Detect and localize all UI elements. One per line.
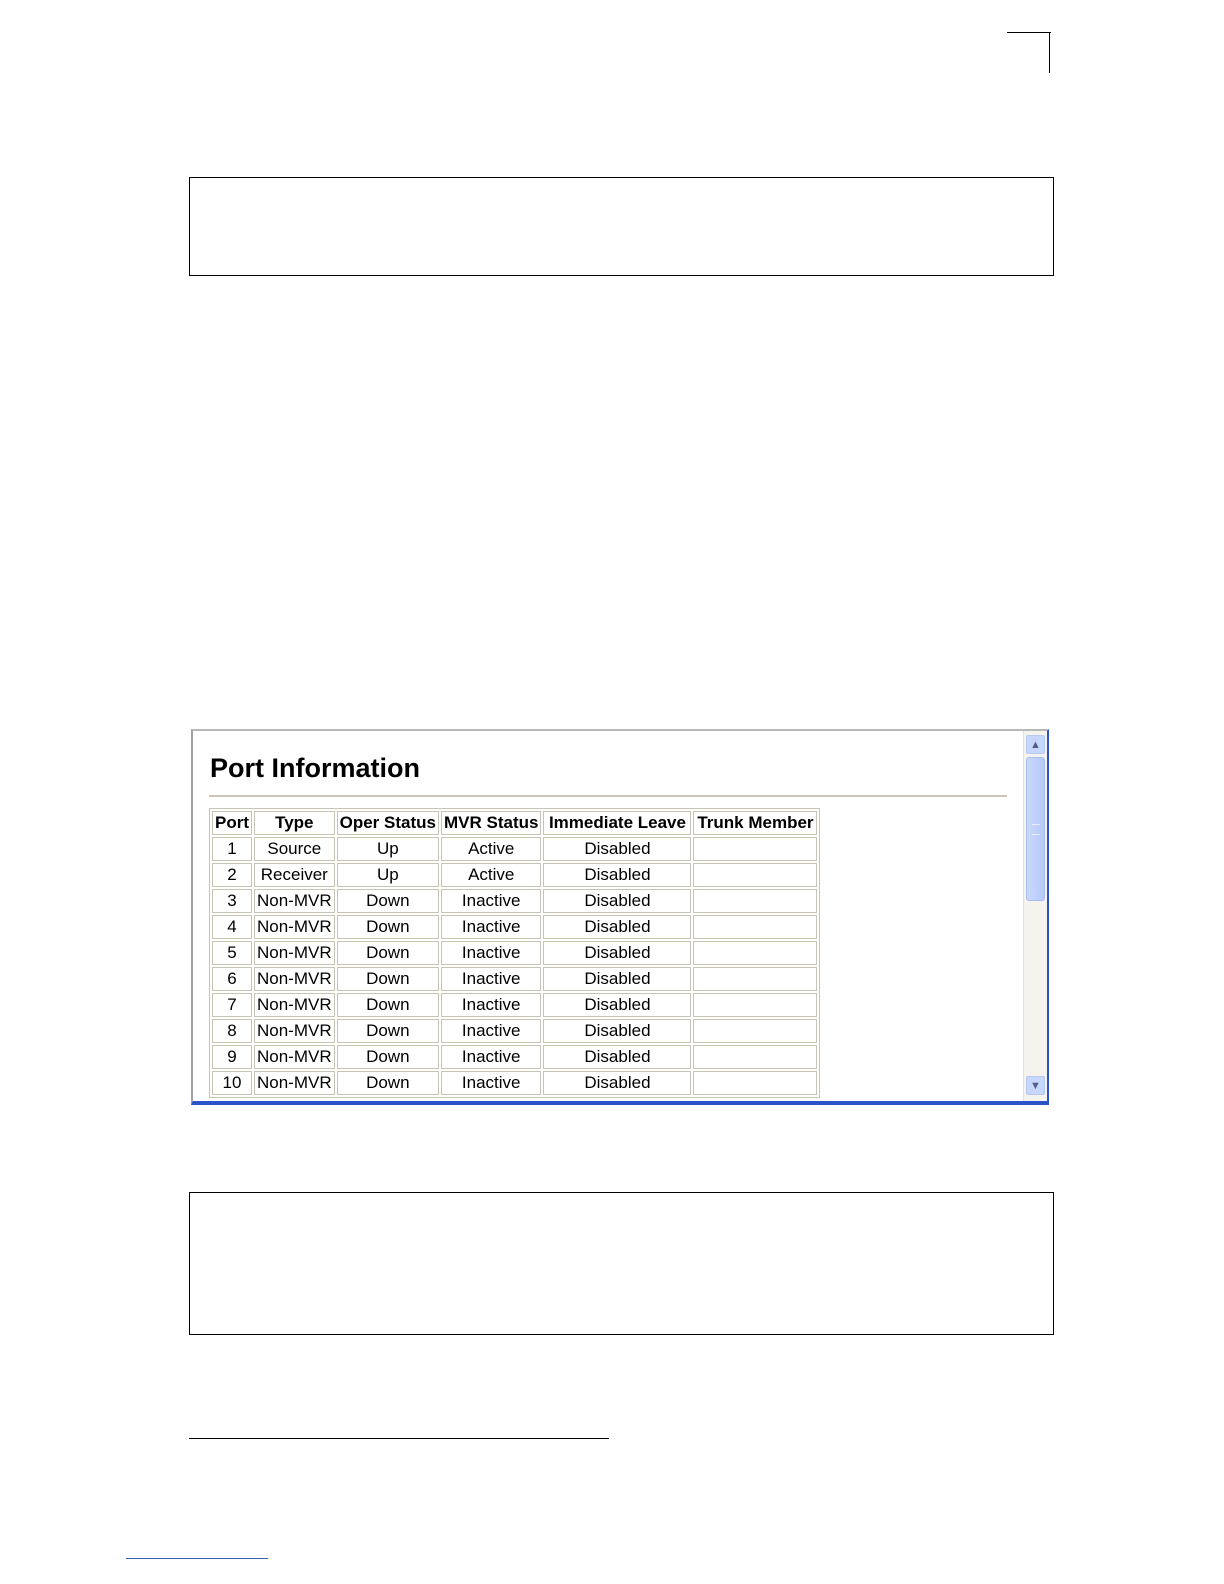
cell-mvr-status: Active [441,863,541,887]
column-header-immediate-leave: Immediate Leave [543,811,691,835]
cell-type: Non-MVR [254,941,335,965]
grip-icon [1032,824,1040,835]
cell-port: 5 [212,941,252,965]
column-header-oper-status: Oper Status [337,811,439,835]
cell-mvr-status: Active [441,837,541,861]
cell-oper-status: Down [337,967,439,991]
column-header-port: Port [212,811,252,835]
cell-immediate-leave: Disabled [543,915,691,939]
cell-immediate-leave: Disabled [543,1019,691,1043]
column-header-mvr-status: MVR Status [441,811,541,835]
crop-mark-vertical [1049,32,1050,73]
cell-oper-status: Down [337,941,439,965]
cell-mvr-status: Inactive [441,1045,541,1069]
cell-trunk-member [693,993,817,1017]
cell-type: Non-MVR [254,1019,335,1043]
cell-mvr-status: Inactive [441,1019,541,1043]
cell-type: Non-MVR [254,967,335,991]
port-information-window [191,729,1049,1105]
cell-oper-status: Down [337,1071,439,1095]
cell-port: 7 [212,993,252,1017]
table-row [212,915,817,939]
scrollbar-thumb[interactable] [1026,757,1045,901]
cell-mvr-status: Inactive [441,993,541,1017]
cell-oper-status: Down [337,1045,439,1069]
column-header-type: Type [254,811,335,835]
column-header-trunk-member: Trunk Member [693,811,817,835]
cell-trunk-member [693,915,817,939]
cell-immediate-leave: Disabled [543,1045,691,1069]
cell-trunk-member [693,837,817,861]
cell-immediate-leave: Disabled [543,1071,691,1095]
cell-oper-status: Down [337,889,439,913]
port-information-table [209,808,820,1098]
cell-immediate-leave: Disabled [543,837,691,861]
cell-port: 3 [212,889,252,913]
cell-oper-status: Down [337,993,439,1017]
cell-trunk-member [693,941,817,965]
cell-port: 4 [212,915,252,939]
footnote-divider [189,1438,609,1439]
cell-port: 1 [212,837,252,861]
table-body [212,837,817,1095]
command-box-bottom [189,1192,1054,1335]
cell-oper-status: Down [337,915,439,939]
cell-port: 2 [212,863,252,887]
cell-trunk-member [693,1071,817,1095]
page-title: Port Information [210,753,420,783]
table-row [212,889,817,913]
cell-mvr-status: Inactive [441,915,541,939]
cell-mvr-status: Inactive [441,941,541,965]
chevron-down-icon[interactable]: ▼ [1026,1076,1045,1095]
cell-oper-status: Up [337,837,439,861]
title-divider [209,795,1007,797]
table-header-row [212,811,817,835]
cell-trunk-member [693,967,817,991]
table-row [212,863,817,887]
cell-port: 6 [212,967,252,991]
table-row [212,1019,817,1043]
cell-type: Non-MVR [254,915,335,939]
cell-type: Non-MVR [254,889,335,913]
chevron-up-icon[interactable]: ▲ [1026,735,1045,754]
cell-oper-status: Down [337,1019,439,1043]
cell-type: Non-MVR [254,1045,335,1069]
cell-trunk-member [693,889,817,913]
cell-type: Non-MVR [254,993,335,1017]
cell-immediate-leave: Disabled [543,941,691,965]
table-row [212,941,817,965]
cell-port: 9 [212,1045,252,1069]
table-row [212,967,817,991]
cell-trunk-member [693,863,817,887]
cell-immediate-leave: Disabled [543,889,691,913]
cell-port: 8 [212,1019,252,1043]
table-row [212,837,817,861]
cell-port: 10 [212,1071,252,1095]
table-row [212,993,817,1017]
cell-mvr-status: Inactive [441,889,541,913]
cell-mvr-status: Inactive [441,1071,541,1095]
window-content [193,731,1019,1101]
cell-type: Source [254,837,335,861]
footer-link-underline [126,1558,268,1559]
table-row [212,1071,817,1095]
vertical-scrollbar[interactable] [1023,731,1047,1101]
crop-mark-horizontal [1007,32,1051,33]
cell-type: Non-MVR [254,1071,335,1095]
cell-immediate-leave: Disabled [543,863,691,887]
command-box-top [189,177,1054,276]
cell-immediate-leave: Disabled [543,993,691,1017]
cell-mvr-status: Inactive [441,967,541,991]
cell-oper-status: Up [337,863,439,887]
cell-type: Receiver [254,863,335,887]
cell-trunk-member [693,1045,817,1069]
cell-immediate-leave: Disabled [543,967,691,991]
table-row [212,1045,817,1069]
cell-trunk-member [693,1019,817,1043]
